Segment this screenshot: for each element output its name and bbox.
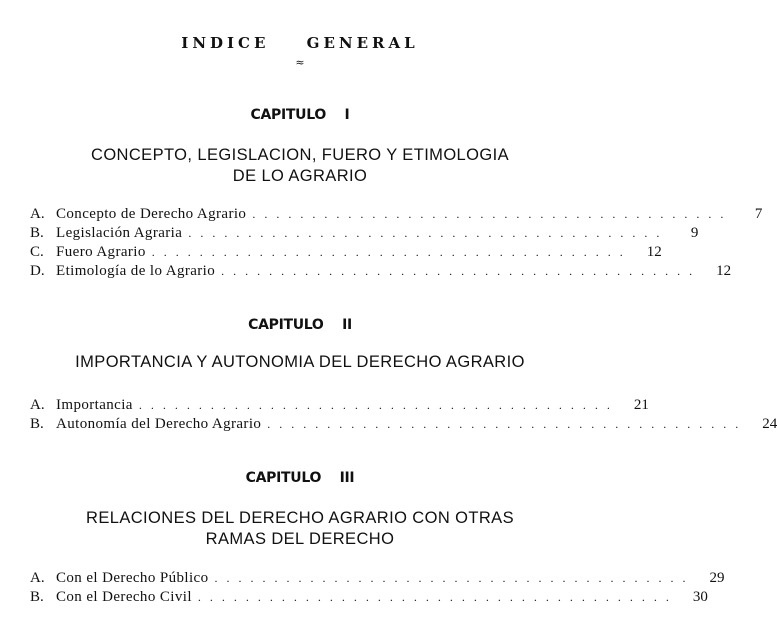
toc-entry-label: Con el Derecho Civil: [56, 589, 192, 605]
toc-dot-leader: . . . . . . . . . . . . . . . . . . . . . . . . . . . . . . . . . . . . . . . .: [221, 264, 696, 278]
toc-dot-leader: . . . . . . . . . . . . . . . . . . . . . . . . . . . . . . . . . . . . . . . .: [252, 207, 727, 221]
chapter-2-toc: [30, 396, 777, 434]
toc-entry-page: 7: [754, 206, 763, 222]
toc-entry-page: 12: [716, 263, 732, 279]
toc-entry-label: Con el Derecho Público: [56, 570, 209, 586]
toc-entry[interactable]: [30, 243, 662, 262]
toc-dot-leader: . . . . . . . . . . . . . . . . . . . . . . . . . . . . . . . . . . . . . . . .: [197, 590, 672, 604]
toc-entry-letter: A.: [30, 397, 45, 413]
chapter-3-title: [0, 508, 600, 550]
chapter-1-title: [0, 145, 600, 187]
chapter-3-heading: CAPITULO III: [245, 470, 355, 486]
toc-entry-letter: B.: [30, 589, 44, 605]
toc-entry[interactable]: [30, 415, 777, 434]
toc-entry-page: 9: [690, 225, 699, 241]
toc-entry[interactable]: [30, 396, 649, 415]
toc-entry-letter: B.: [30, 416, 44, 432]
toc-entry[interactable]: [30, 569, 725, 588]
chapter-1-toc: [30, 205, 763, 281]
chapter-1-title-line-1: CONCEPTO, LEGISLACION, FUERO Y ETIMOLOGIA: [91, 146, 509, 164]
toc-entry-letter: C.: [30, 244, 44, 260]
toc-entry-letter: A.: [30, 570, 45, 586]
toc-entry-page: 24: [762, 416, 777, 432]
toc-entry-page: 12: [646, 244, 662, 260]
chapter-1-heading: CAPITULO I: [250, 107, 350, 123]
toc-entry[interactable]: [30, 262, 732, 281]
toc-entry[interactable]: [30, 205, 763, 224]
page-title: INDICE GENERAL: [181, 34, 419, 52]
toc-dot-leader: . . . . . . . . . . . . . . . . . . . . . . . . . . . . . . . . . . . . . . . .: [151, 245, 626, 259]
toc-dot-leader: . . . . . . . . . . . . . . . . . . . . . . . . . . . . . . . . . . . . . . . .: [214, 571, 689, 585]
toc-dot-leader: . . . . . . . . . . . . . . . . . . . . . . . . . . . . . . . . . . . . . . . .: [267, 417, 742, 431]
chapter-2-title-line-1: IMPORTANCIA Y AUTONOMIA DEL DERECHO AGRARIO: [75, 353, 525, 371]
toc-entry-letter: B.: [30, 225, 44, 241]
toc-entry-page: 30: [692, 589, 708, 605]
chapter-3-title-line-2: RAMAS DEL DERECHO: [205, 530, 395, 548]
toc-entry-page: 29: [709, 570, 725, 586]
chapter-3-title-line-1: RELACIONES DEL DERECHO AGRARIO CON OTRAS: [86, 509, 514, 527]
toc-entry[interactable]: [30, 224, 699, 243]
toc-dot-leader: . . . . . . . . . . . . . . . . . . . . . . . . . . . . . . . . . . . . . . . .: [138, 398, 613, 412]
toc-entry-letter: D.: [30, 263, 45, 279]
toc-entry-label: Importancia: [56, 397, 133, 413]
toc-entry-page: 21: [633, 397, 649, 413]
chapter-2-heading: CAPITULO II: [248, 317, 352, 333]
toc-entry-label: Fuero Agrario: [56, 244, 146, 260]
chapter-3-toc: [30, 569, 725, 607]
toc-dot-leader: . . . . . . . . . . . . . . . . . . . . . . . . . . . . . . . . . . . . . . . .: [188, 226, 663, 240]
toc-entry[interactable]: [30, 588, 708, 607]
toc-entry-label: Legislación Agraria: [56, 225, 183, 241]
toc-entry-label: Concepto de Derecho Agrario: [56, 206, 247, 222]
toc-entry-label: Etimología de lo Agrario: [56, 263, 216, 279]
toc-entry-letter: A.: [30, 206, 45, 222]
chapter-1-title-line-2: DE LO AGRARIO: [232, 167, 368, 185]
toc-entry-label: Autonomía del Derecho Agrario: [56, 416, 262, 432]
chapter-2-title: [0, 352, 600, 373]
tilde-ornament-icon: ≈: [295, 56, 305, 69]
